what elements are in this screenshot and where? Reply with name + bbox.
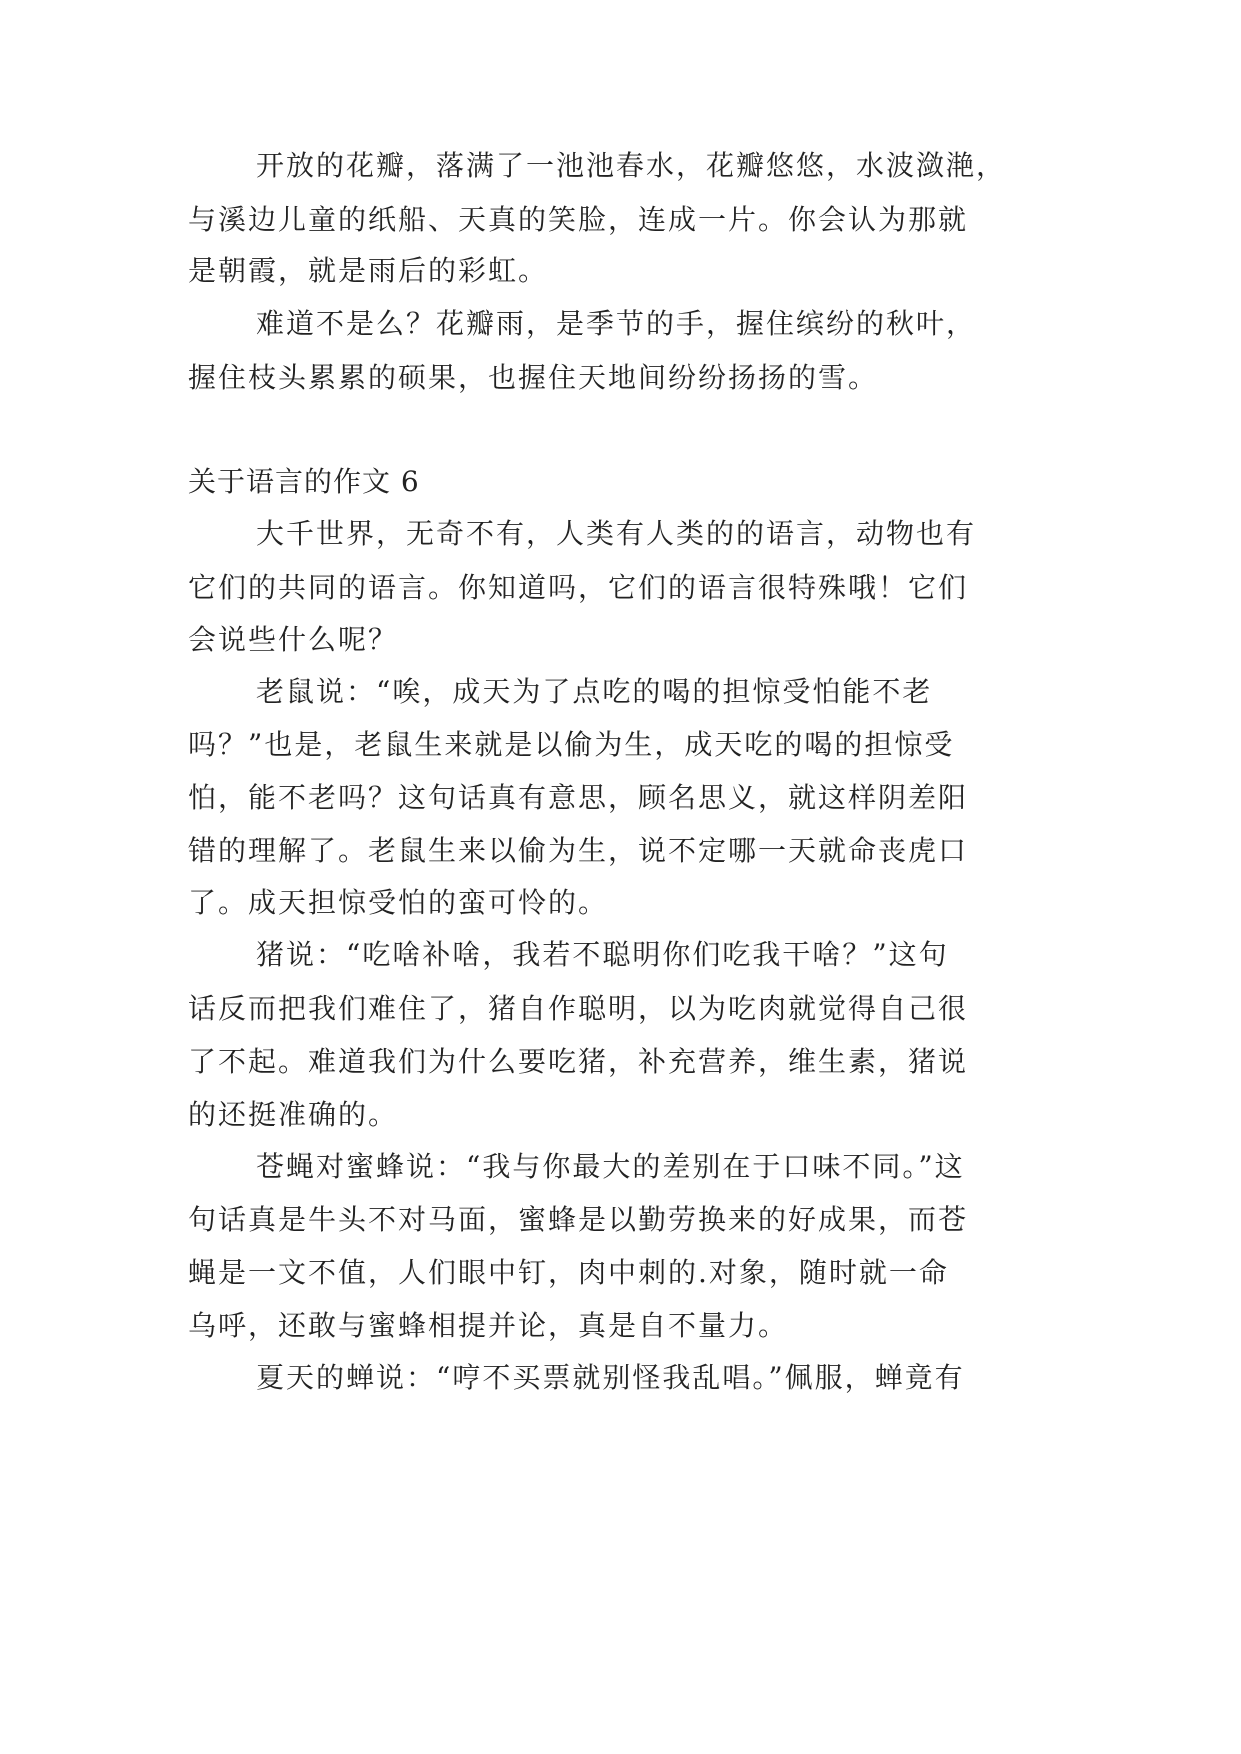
text-line: 握住枝头累累的硕果，也握住天地间纷纷扬扬的雪。 [188,361,879,394]
text-line: 大千世界，无奇不有，人类有人类的的语言，动物也有 [256,517,977,550]
text-line: 话反而把我们难住了，猪自作聪明，以为吃肉就觉得自己很 [188,992,969,1025]
text-line: 了不起。难道我们为什么要吃猪，补充营养，维生素，猪说 [188,1045,969,1078]
text-line: 蝇是一文不值，人们眼中钉，肉中刺的.对象，随时就一命 [188,1256,949,1289]
text-line: 猪说：“吃啥补啥，我若不聪明你们吃我干啥？”这句 [256,938,949,971]
text-line: 句话真是牛头不对马面，蜜蜂是以勤劳换来的好成果，而苍 [188,1203,969,1236]
text-line: 的还挺准确的。 [188,1098,399,1131]
section-heading: 关于语言的作文 6 [188,465,420,498]
text-line: 夏天的蝉说：“哼不买票就别怪我乱唱。”佩服，蝉竟有 [256,1361,965,1394]
text-line: 乌呼，还敢与蜜蜂相提并论，真是自不量力。 [188,1309,789,1342]
text-line: 难道不是么？花瓣雨，是季节的手，握住缤纷的秋叶， [256,307,977,340]
text-line: 开放的花瓣，落满了一池池春水，花瓣悠悠，水波潋滟， [256,149,1007,182]
text-line: 它们的共同的语言。你知道吗，它们的语言很特殊哦！它们 [188,571,969,604]
text-line: 吗？”也是，老鼠生来就是以偷为生，成天吃的喝的担惊受 [188,728,955,761]
text-line: 错的理解了。老鼠生来以偷为生，说不定哪一天就命丧虎口 [188,834,969,867]
text-line: 与溪边儿童的纸船、天真的笑脸，连成一片。你会认为那就 [188,203,969,236]
text-line: 会说些什么呢？ [188,623,399,656]
text-line: 是朝霞，就是雨后的彩虹。 [188,254,549,287]
text-line: 了。成天担惊受怕的蛮可怜的。 [188,886,609,919]
text-line: 苍蝇对蜜蜂说：“我与你最大的差别在于口味不同。”这 [256,1150,965,1183]
text-line: 怕，能不老吗？这句话真有意思，顾名思义，就这样阴差阳 [188,781,969,814]
text-line: 老鼠说：“唉，成天为了点吃的喝的担惊受怕能不老 [256,675,933,708]
